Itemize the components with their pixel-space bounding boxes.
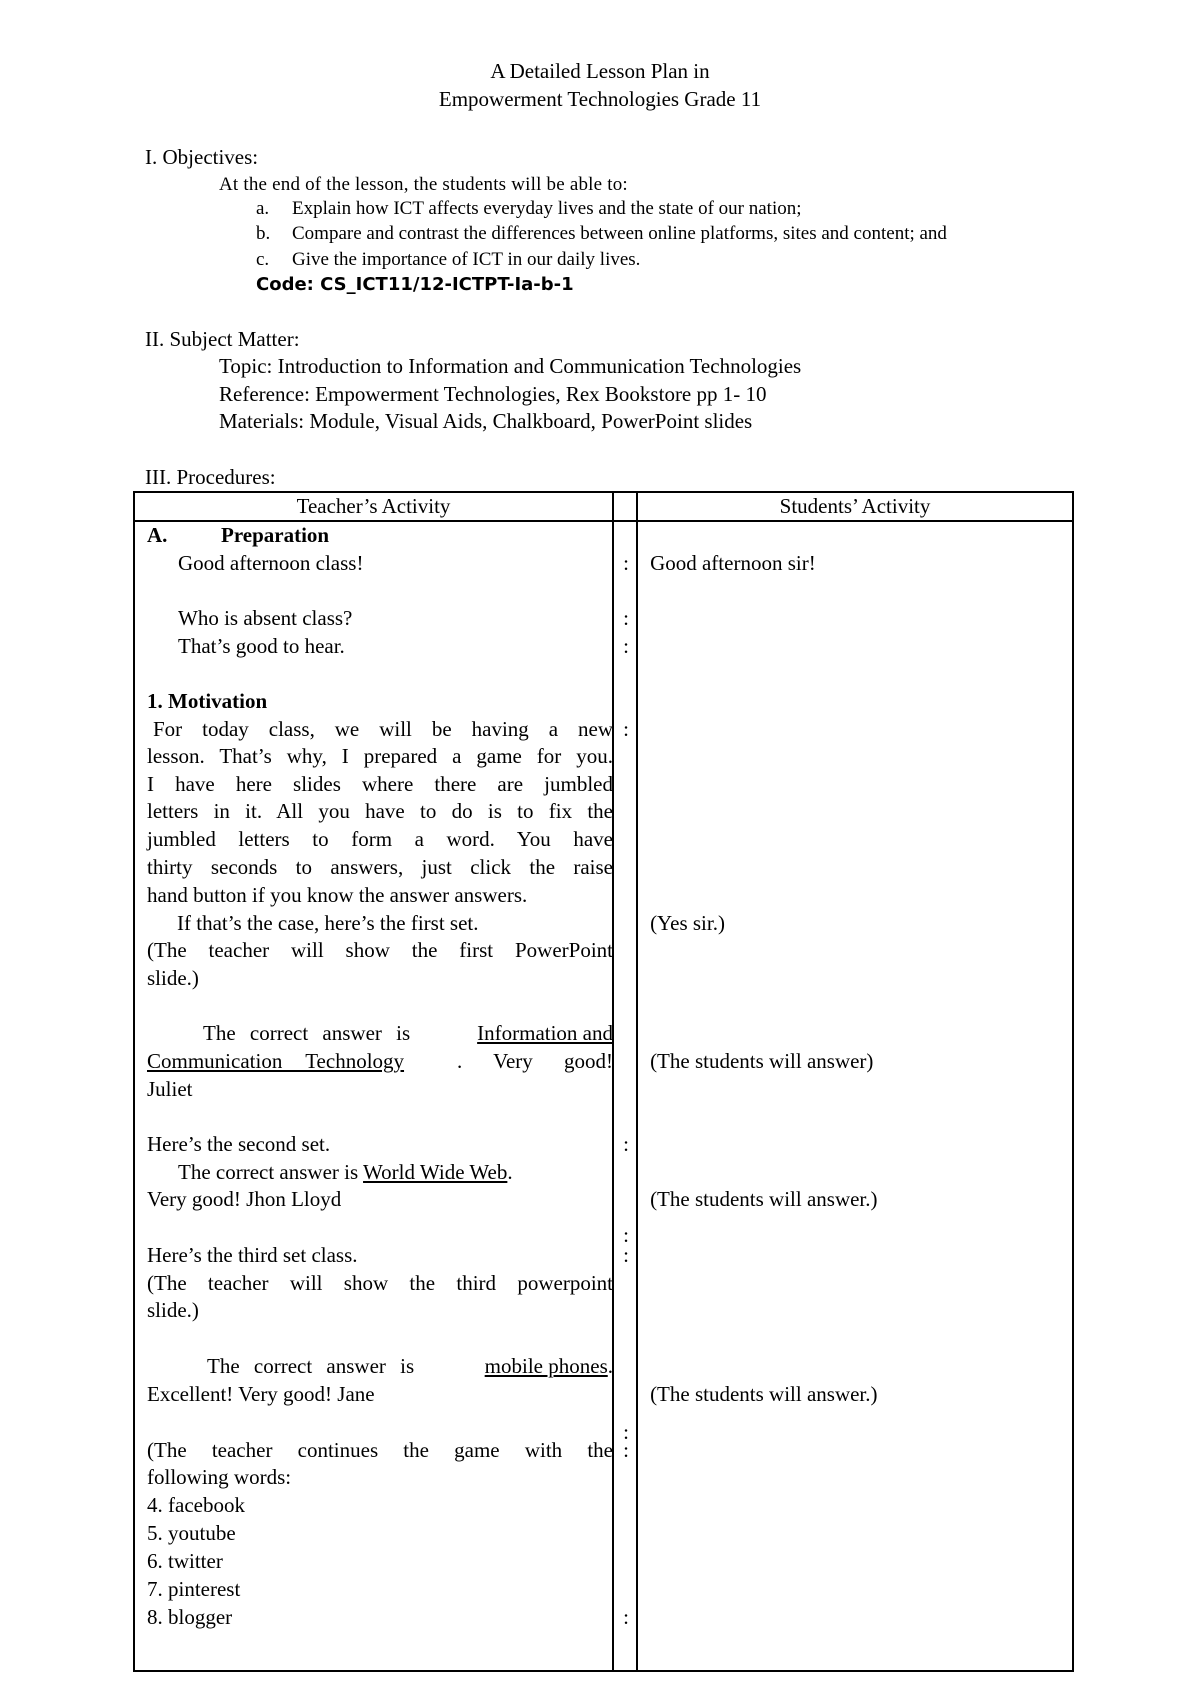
first-set-intro: If that’s the case, here’s the first set. [177, 911, 479, 935]
word-item-4: 4. facebook [147, 1493, 245, 1517]
separator-colon: : [623, 551, 629, 575]
motivation-line-1: For today class, we will be having a new [153, 717, 613, 741]
separator-colon: : [623, 717, 629, 741]
document-title-line2: Empowerment Technologies Grade 11 [438, 87, 762, 111]
separator-colon: : [623, 1243, 629, 1267]
answer-1-suffix: . Very good! [456, 1049, 613, 1073]
answer-3-prefix: The correct answer is [207, 1354, 415, 1378]
third-set-intro: Here’s the third set class. [147, 1243, 358, 1267]
objectives-heading: I. Objectives: [145, 145, 259, 169]
second-set-intro: Here’s the second set. [147, 1132, 331, 1156]
teacher-absent-question: Who is absent class? [178, 606, 353, 630]
subject-topic: Topic: Introduction to Information and Communication Technologies [219, 354, 802, 378]
show-third-slide-line-2: slide.) [147, 1298, 199, 1322]
students-activity-cell [637, 521, 1073, 1671]
answer-1-line-1 [203, 1020, 613, 1047]
document-title-line1: A Detailed Lesson Plan in [490, 59, 710, 83]
answer-2-line [178, 1159, 644, 1186]
motivation-line-2: lesson. That’s why, I prepared a game for you. [147, 744, 613, 768]
answer-1-name: Juliet [147, 1077, 193, 1101]
students-greeting: Good afternoon sir! [650, 551, 816, 575]
students-answer-1: (The students will answer) [650, 1049, 874, 1073]
separator-colon: : [623, 606, 629, 630]
motivation-line-3: I have here slides where there are jumbled [147, 772, 613, 796]
answer-3-suffix: . [607, 1354, 613, 1378]
students-answer-2: (The students will answer.) [650, 1187, 878, 1211]
teacher-activity-cell [134, 521, 613, 1671]
competency-code: Code: CS_ICT11/12-ICTPT-Ia-b-1 [256, 274, 574, 295]
motivation-heading: 1. Motivation [147, 689, 268, 713]
show-first-slide-line-1: (The teacher will show the first PowerPoint [147, 938, 613, 962]
procedures-body-row [134, 521, 1073, 1671]
teacher-good-to-hear: That’s good to hear. [178, 634, 345, 658]
motivation-line-4: letters in it. All you have to do is to fix the [147, 799, 613, 823]
students-activity-header: Students’ Activity [637, 492, 1073, 521]
answer-1-term-part-1: Information and [477, 1021, 613, 1045]
answer-1-term-line [147, 1048, 404, 1075]
objective-item-c: Give the importance of ICT in our daily lives. [292, 249, 641, 270]
objective-marker-a: a. [256, 198, 270, 219]
preparation-letter: A. [147, 523, 168, 547]
answer-1-term-part-2: Communication Technology [147, 1049, 405, 1073]
answer-1-line-2 [147, 1048, 613, 1075]
separator-colon: : [623, 1605, 629, 1629]
answer-2-term: World Wide Web [363, 1160, 508, 1184]
objectives-intro: At the end of the lesson, the students will be able to: [219, 174, 628, 195]
separator-colon: : [623, 1420, 629, 1444]
separator-colon: : [623, 1223, 629, 1247]
answer-3-line [207, 1353, 613, 1380]
teacher-greeting: Good afternoon class! [178, 551, 364, 575]
separator-header [613, 492, 637, 521]
students-answer-3: (The students will answer.) [650, 1382, 878, 1406]
word-item-5: 5. youtube [147, 1521, 236, 1545]
students-yes: (Yes sir.) [650, 911, 725, 935]
subject-materials: Materials: Module, Visual Aids, Chalkboard, PowerPoint slides [219, 409, 753, 433]
answer-3-term: mobile phones [484, 1354, 608, 1378]
answer-3-praise: Excellent! Very good! Jane [147, 1382, 375, 1406]
separator-colon: : [623, 1132, 629, 1156]
motivation-line-7: hand button if you know the answer answers. [147, 883, 528, 907]
answer-1-prefix: The correct answer is [203, 1021, 411, 1045]
word-item-6: 6. twitter [147, 1549, 223, 1573]
objective-item-b: Compare and contrast the differences between online platforms, sites and content; and [292, 223, 947, 244]
teacher-activity-header: Teacher’s Activity [134, 492, 613, 521]
answer-2-prefix: The correct answer is [178, 1160, 364, 1184]
objective-item-a: Explain how ICT affects everyday lives and the state of our nation; [292, 198, 802, 219]
preparation-title: Preparation [221, 523, 330, 547]
continue-game-line-1: (The teacher continues the game with the [147, 1438, 613, 1462]
subject-reference: Reference: Empowerment Technologies, Rex Bookstore pp 1- 10 [219, 382, 767, 406]
word-item-8: 8. blogger [147, 1605, 233, 1629]
objective-marker-c: c. [256, 249, 270, 270]
subject-matter-heading: II. Subject Matter: [145, 327, 300, 351]
answer-2-praise: Very good! Jhon Lloyd [147, 1187, 342, 1211]
objective-marker-b: b. [256, 223, 271, 244]
procedures-table [133, 491, 1074, 1672]
show-first-slide-line-2: slide.) [147, 966, 199, 990]
answer-2-suffix: . [507, 1160, 513, 1184]
procedures-heading: III. Procedures: [145, 465, 276, 489]
motivation-line-5: jumbled letters to form a word. You have [147, 827, 613, 851]
procedures-header-row [134, 492, 1073, 521]
separator-colon: : [623, 634, 629, 658]
separator-colon: : [623, 1438, 629, 1462]
continue-game-line-2: following words: [147, 1465, 292, 1489]
word-item-7: 7. pinterest [147, 1577, 241, 1601]
motivation-line-6: thirty seconds to answers, just click the raise [147, 855, 613, 879]
show-third-slide-line-1: (The teacher will show the third powerpoint [147, 1271, 613, 1295]
answer-3-term-wrap [485, 1353, 613, 1380]
separator-cell [613, 521, 637, 1671]
